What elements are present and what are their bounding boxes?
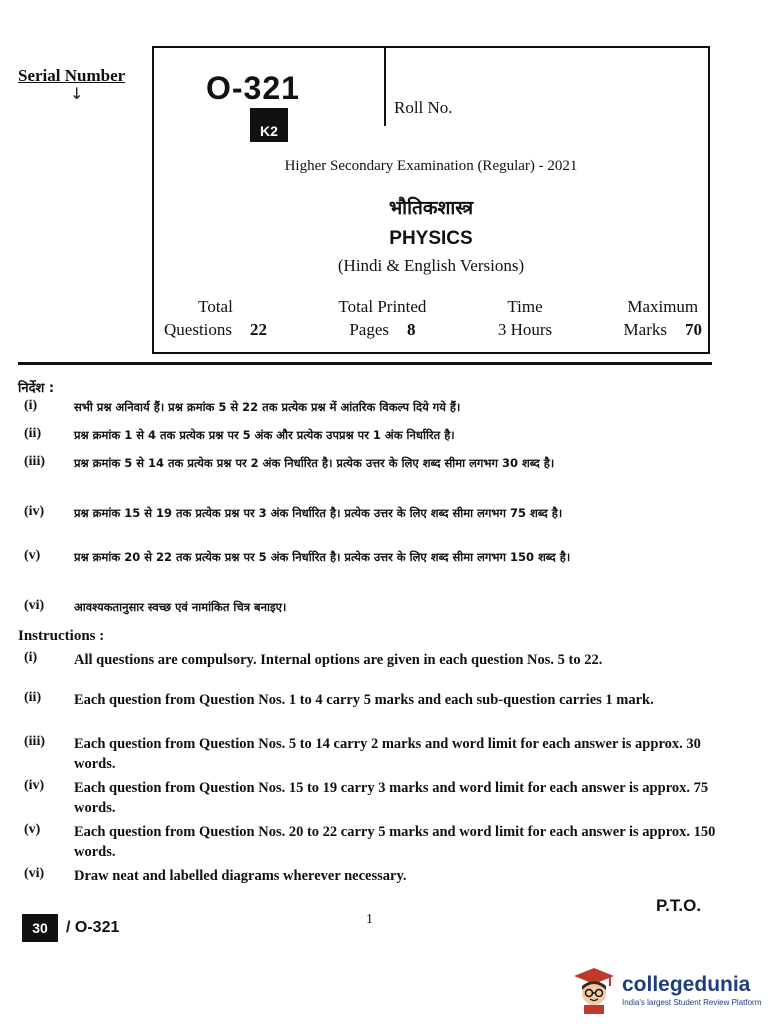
english-instructions-heading: Instructions : bbox=[18, 628, 105, 644]
exam-stats bbox=[164, 296, 702, 342]
stat-total-pages: Total Printed Pages 8 bbox=[338, 297, 427, 339]
hindi-instruction-item: (i) सभी प्रश्न अनिवार्य हैं। प्रश्न क्रमांक 5 से 22 तक प्रत्येक प्रश्न में आंतरिक विकल्प दिये गये हैं। bbox=[24, 398, 461, 414]
hindi-instruction-item: (vi) आवश्यकतानुसार स्वच्छ एवं नामांकित चित्र बनाइए। bbox=[24, 598, 287, 614]
mascot-icon bbox=[572, 966, 616, 1014]
subject-hindi: भौतिकशास्त्र bbox=[388, 197, 474, 219]
hindi-instruction-item: (v) प्रश्न क्रमांक 20 से 22 तक प्रत्येक प्रश्न पर 5 अंक निर्धारित है। प्रत्येक उत्तर के लिए शब्द सीमा लगभग 150 शब्द है। bbox=[24, 548, 571, 564]
roll-divider bbox=[384, 48, 386, 126]
stat-max-marks: Maximum Marks 70 bbox=[623, 297, 702, 339]
serial-number-label: Serial Number bbox=[18, 66, 126, 85]
english-instruction-item: (v) Each question from Question Nos. 20 to 22 carry 5 marks and word limit for each answer is approx. 150 words. bbox=[24, 822, 716, 861]
hindi-instructions-heading: निर्देश : bbox=[18, 381, 55, 396]
versions-note: (Hindi & English Versions) bbox=[337, 256, 525, 275]
english-instruction-item: (ii) Each question from Question Nos. 1 to 4 carry 5 marks and each sub-question carries 1 mark. bbox=[24, 690, 654, 708]
hindi-instruction-item: (iii) प्रश्न क्रमांक 5 से 14 तक प्रत्येक प्रश्न पर 2 अंक निर्धारित है। प्रत्येक उत्तर के लिए शब्द सीमा लगभग 30 शब्द है। bbox=[24, 454, 555, 470]
section-divider bbox=[18, 362, 712, 365]
english-instruction-item: (iii) Each question from Question Nos. 5 to 14 carry 2 marks and word limit for each answer is approx. 30 words. bbox=[24, 734, 701, 773]
roll-number-label: Roll No. bbox=[394, 98, 453, 117]
english-instruction-item: (vi) Draw neat and labelled diagrams wherever necessary. bbox=[24, 866, 407, 884]
footer-badge: 30 bbox=[22, 914, 58, 942]
pto-label: P.T.O. bbox=[656, 896, 702, 915]
exam-header-box bbox=[152, 46, 710, 354]
stat-total-questions: Total Questions 22 bbox=[164, 297, 267, 339]
paper-code: O-321 bbox=[206, 70, 300, 106]
brand-name: collegedunia bbox=[622, 972, 751, 996]
brand-tagline: India's largest Student Review Platform bbox=[622, 997, 762, 1007]
collegedunia-watermark bbox=[572, 966, 761, 1014]
page-number: 1 bbox=[366, 912, 373, 927]
hindi-instruction-item: (iv) प्रश्न क्रमांक 15 से 19 तक प्रत्येक प्रश्न पर 3 अंक निर्धारित है। प्रत्येक उत्तर के लिए शब्द सीमा लगभग 75 शब्द है। bbox=[24, 504, 563, 520]
exam-title: Higher Secondary Examination (Regular) - 2021 bbox=[284, 158, 578, 174]
footer-paper-code: 30 / O-321 bbox=[22, 914, 119, 942]
english-instruction-item: (iv) Each question from Question Nos. 15 to 19 carry 3 marks and word limit for each answer is approx. 75 words. bbox=[24, 778, 709, 817]
stat-time: Time 3 Hours bbox=[497, 297, 553, 339]
down-arrow-icon: ↓ bbox=[70, 84, 84, 103]
hindi-instruction-item: (ii) प्रश्न क्रमांक 1 से 4 तक प्रत्येक प्रश्न पर 5 अंक और प्रत्येक उपप्रश्न पर 1 अंक निर्धारित है। bbox=[24, 426, 455, 442]
english-instruction-item: (i) All questions are compulsory. Internal options are given in each question Nos. 5 to 22. bbox=[24, 650, 603, 668]
subject-english: PHYSICS bbox=[389, 228, 473, 249]
code-badge: K2 bbox=[250, 108, 288, 142]
